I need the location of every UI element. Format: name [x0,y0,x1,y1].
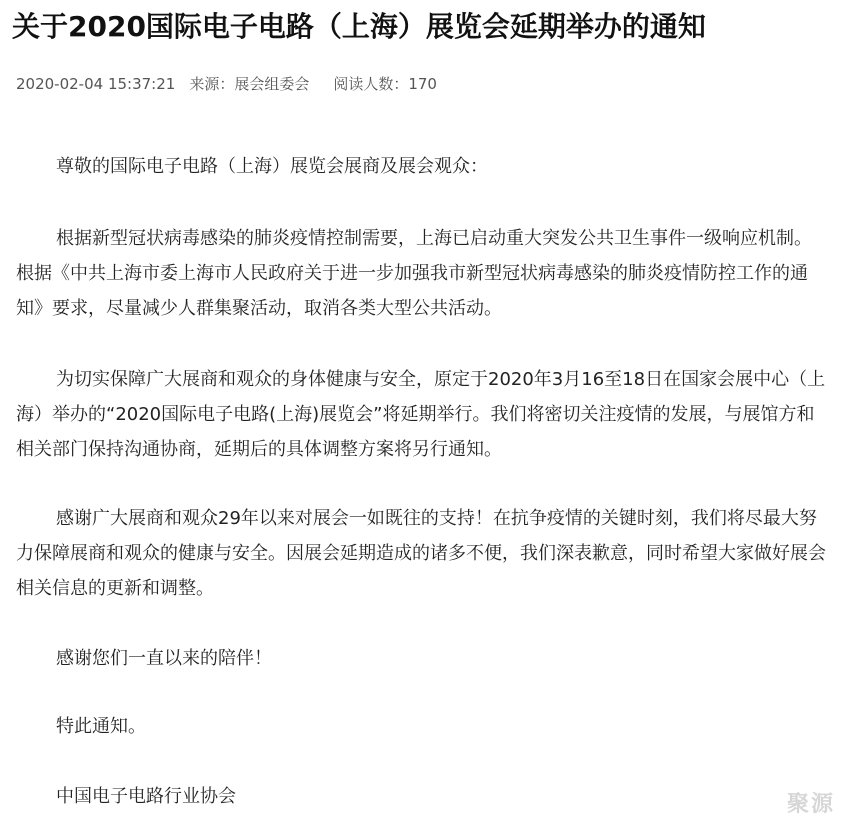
body-paragraph: 为切实保障广大展商和观众的身体健康与安全，原定于2020年3月16至18日在国家会展中心（上海）举办的“2020国际电子电路(上海)展览会”将延期举行。我们将密切关注疫情的发展，与展馆方和相关部门保持沟通协商，延期后的具体调整方案将另行通知。 [16,369,826,460]
body-paragraph: 根据新型冠状病毒感染的肺炎疫情控制需要，上海已启动重大突发公共卫生事件一级响应机制。根据《中共上海市委上海市人民政府关于进一步加强我市新型冠状病毒感染的肺炎疫情防控工作的通知》要求，尽量减少人群集聚活动，取消各类大型公共活动。 [16,228,812,319]
signature: 中国电子电路行业协会 [56,786,236,807]
thanks-paragraph: 感谢您们一直以来的陪伴！ [56,648,272,669]
publish-datetime: 2020-02-04 15:37:21 [16,75,176,93]
body-paragraph: 感谢广大展商和观众29年以来对展会一如既往的支持！在抗争疫情的关键时刻，我们将尽最大努力保障展商和观众的健康与安全。因展会延期造成的诸多不便，我们深表歉意，同时希望大家做好展会相关信息的更新和调整。 [16,508,826,599]
page-title: 关于2020国际电子电路（上海）展览会延期举办的通知 [12,10,706,43]
notice-closing: 特此通知。 [56,716,146,737]
watermark-logo: 聚源 [786,792,835,817]
article-meta [16,73,437,95]
view-count: 阅读人数：170 [333,75,437,93]
greeting-paragraph: 尊敬的国际电子电路（上海）展览会展商及展会观众： [56,156,488,177]
article-source: 来源：展会组委会 [189,75,310,93]
